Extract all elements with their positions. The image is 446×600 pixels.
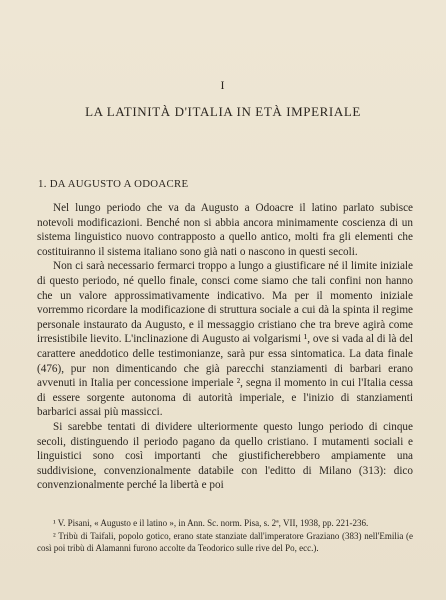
paragraph: Non ci sarà necessario fermarci troppo a lungo a giustificare né il limite iniziale di questo periodo, né quello finale, consci come siamo che tali confini non hanno che un valore approssimativamente indicativo. Ma per il momento iniziale vorremmo ricordare la modificazione di struttura sociale a cui dà la spinta il regime personale instaurato da Augusto, e il messaggio cristiano che tra breve agirà come irresistibile lievito. L'inclinazione di Augusto ai volgarismi ¹, ove si vada al di là del carattere aneddotico delle testimonianze, sarà pur essa sintomatica. La data finale (476), pur non dimenticando che già parecchi stanziamenti di barbari erano avvenuti in Italia per concessione imperiale ², segna il momento in cui l'Italia cessa di essere sorgente autonoma di autorità imperiale, e l'inizio di stanziamenti barbarici assai più massicci. bbox=[37, 260, 413, 419]
footnotes bbox=[37, 517, 413, 555]
footnote: ² Tribù di Taifali, popolo gotico, erano state stanziate dall'imperatore Graziano (383) nell'Emilia (e così poi tribù di Alamanni furono accolte da Teodorico sulle rive del Po, ecc.). bbox=[37, 530, 413, 554]
paragraph: Si sarebbe tentati di dividere ulteriormente questo lungo periodo di cinque secoli, distinguendo il periodo pagano da quello cristiano. I mutamenti sociali e linguistici sono così importanti che giustificherebbero ampiamente una suddivisione, convenzionalmente databile con l'editto di Milano (313): dico convenzionalmente perché la libertà e poi bbox=[37, 420, 413, 492]
section-title: 1. DA AUGUSTO A ODOACRE bbox=[38, 178, 189, 190]
footnote: ¹ V. Pisani, « Augusto e il latino », in Ann. Sc. norm. Pisa, s. 2ª, VII, 1938, pp. 221-236. bbox=[53, 518, 369, 528]
body-text bbox=[37, 201, 413, 493]
chapter-number: I bbox=[220, 78, 226, 92]
chapter-title: LA LATINITÀ D'ITALIA IN ETÀ IMPERIALE bbox=[85, 104, 361, 119]
paragraph: Nel lungo periodo che va da Augusto a Odoacre il latino parlato subisce notevoli modificazioni. Benché non si abbia ancora minimamente coscienza di un sistema linguistico nuovo contrapposto a quello antico, molti fra gli elementi che costituiranno il sistema italiano sono già nati o nascono in questi secoli. bbox=[37, 202, 413, 258]
